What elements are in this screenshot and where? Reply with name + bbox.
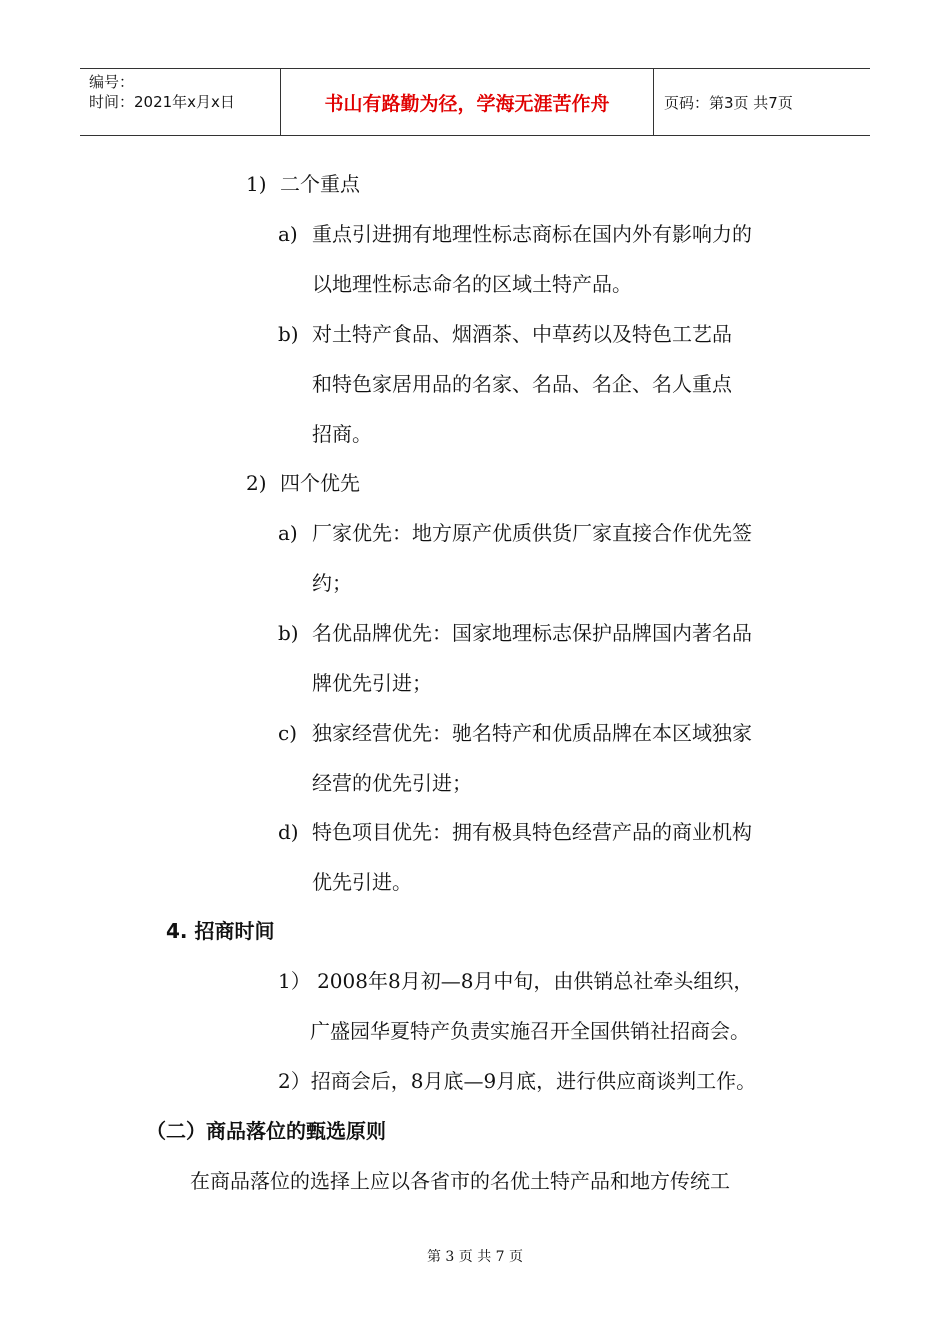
header-meta [80,69,281,135]
header-date: 时间：2021年x月x日 [89,93,235,111]
page-footer: 第 3 页 共 7 页 [426,1249,524,1265]
sub-text-cont: 和特色家居用品的名家、名品、名企、名人重点 [312,372,732,396]
sub-text: 特色项目优先：拥有极具特色经营产品的商业机构 [312,820,752,844]
sub-mark: b) [278,322,299,346]
sub-text-cont: 招商。 [312,422,372,446]
list-number: 1) [246,172,267,196]
sub-text-cont: 约； [312,571,352,595]
sub-text-cont: 牌优先引进； [312,671,432,695]
schedule-item-1: 1） 2008年8月初—8月中旬，由供销总社牵头组织， [278,969,754,993]
sub-item-2a [278,519,752,547]
sub-item-2d [278,818,752,846]
sub-item-2c [278,719,752,747]
sub-text: 厂家优先：地方原产优质供货厂家直接合作优先签 [312,521,752,545]
paragraph: 在商品落位的选择上应以各省市的名优土特产品和地方传统工 [190,1169,730,1193]
sub-text: 名优品牌优先：国家地理标志保护品牌国内著名品 [312,621,752,645]
sub-item-1b [278,320,732,348]
header-motto: 书山有路勤为径，学海无涯苦作舟 [281,69,654,135]
sub-mark: a) [278,222,298,246]
header-page-info: 页码：第3页 共7页 [664,93,793,112]
page-header [80,68,870,136]
sub-text-cont: 以地理性标志命名的区域土特产品。 [312,272,632,296]
list-title: 二个重点 [280,172,360,196]
sub-item-2b [278,619,752,647]
sub-text: 对土特产食品、烟酒茶、中草药以及特色工艺品 [312,322,732,346]
list-number: 2) [246,471,267,495]
list-title: 四个优先 [280,471,360,495]
sub-text-cont: 优先引进。 [312,870,412,894]
sub-mark: a) [278,521,298,545]
list-item-2 [246,469,360,497]
section-heading-4: 4. 招商时间 [166,919,275,943]
header-number: 编号： [89,73,135,91]
sub-mark: d) [278,820,299,844]
sub-text: 重点引进拥有地理性标志商标在国内外有影响力的 [312,222,752,246]
schedule-item-2: 2）招商会后，8月底—9月底，进行供应商谈判工作。 [278,1069,757,1093]
sub-text-cont: 经营的优先引进； [312,771,472,795]
sub-text: 独家经营优先：驰名特产和优质品牌在本区域独家 [312,721,752,745]
sub-mark: b) [278,621,299,645]
sub-mark: c) [278,721,298,745]
section-heading-2: （二）商品落位的甄选原则 [146,1119,386,1143]
list-item-1 [246,170,360,198]
schedule-item-1-cont: 广盛园华夏特产负责实施召开全国供销社招商会。 [310,1019,750,1043]
sub-item-1a [278,220,752,248]
